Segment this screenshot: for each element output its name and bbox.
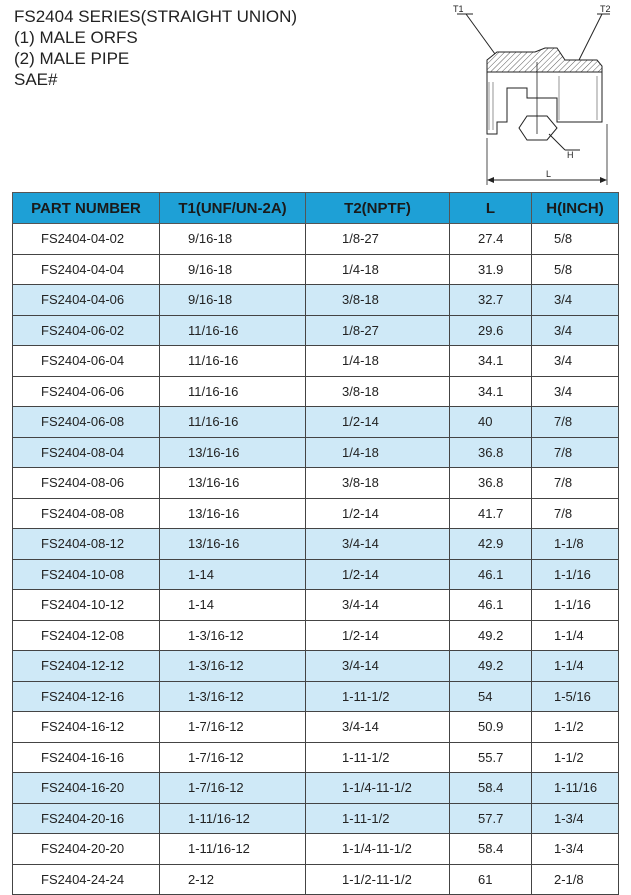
h-cell: 7/8 xyxy=(532,407,619,438)
l-cell: 50.9 xyxy=(450,712,532,743)
part-number-cell: FS2404-08-06 xyxy=(13,468,160,499)
t1-cell: 2-12 xyxy=(160,864,306,895)
l-cell: 29.6 xyxy=(450,315,532,346)
l-cell: 36.8 xyxy=(450,437,532,468)
part-number-cell: FS2404-20-20 xyxy=(13,834,160,865)
end-type-2: (2) MALE PIPE xyxy=(14,49,130,68)
t1-label: T1 xyxy=(453,4,464,14)
part-number-cell: FS2404-04-02 xyxy=(13,224,160,255)
table-row xyxy=(13,742,619,773)
part-number-cell: FS2404-08-12 xyxy=(13,529,160,560)
table-row xyxy=(13,498,619,529)
table-row xyxy=(13,773,619,804)
t1-cell: 9/16-18 xyxy=(160,224,306,255)
t1-cell: 1-3/16-12 xyxy=(160,651,306,682)
h-cell: 3/4 xyxy=(532,315,619,346)
table-row xyxy=(13,620,619,651)
h-cell: 1-5/16 xyxy=(532,681,619,712)
l-cell: 40 xyxy=(450,407,532,438)
t1-cell: 9/16-18 xyxy=(160,285,306,316)
t2-cell: 1/2-14 xyxy=(306,620,450,651)
table-row xyxy=(13,254,619,285)
part-number-cell: FS2404-16-12 xyxy=(13,712,160,743)
table-row xyxy=(13,468,619,499)
table-row xyxy=(13,529,619,560)
table-row xyxy=(13,315,619,346)
header-t1: T1(UNF/UN-2A) xyxy=(160,193,306,224)
part-number-cell: FS2404-12-16 xyxy=(13,681,160,712)
l-cell: 49.2 xyxy=(450,651,532,682)
t2-cell: 3/4-14 xyxy=(306,712,450,743)
t1-cell: 13/16-16 xyxy=(160,498,306,529)
part-number-cell: FS2404-06-06 xyxy=(13,376,160,407)
t2-cell: 1/2-14 xyxy=(306,559,450,590)
table-row xyxy=(13,224,619,255)
l-cell: 54 xyxy=(450,681,532,712)
t1-cell: 13/16-16 xyxy=(160,529,306,560)
t2-cell: 3/8-18 xyxy=(306,468,450,499)
table-row xyxy=(13,437,619,468)
t2-cell: 1/4-18 xyxy=(306,437,450,468)
t1-cell: 11/16-16 xyxy=(160,407,306,438)
h-label: H xyxy=(567,150,574,160)
h-cell: 5/8 xyxy=(532,224,619,255)
h-cell: 1-1/8 xyxy=(532,529,619,560)
h-cell: 5/8 xyxy=(532,254,619,285)
l-cell: 42.9 xyxy=(450,529,532,560)
h-cell: 1-3/4 xyxy=(532,803,619,834)
table-row xyxy=(13,681,619,712)
l-cell: 31.9 xyxy=(450,254,532,285)
h-cell: 7/8 xyxy=(532,437,619,468)
part-number-cell: FS2404-04-04 xyxy=(13,254,160,285)
part-number-cell: FS2404-16-16 xyxy=(13,742,160,773)
table-row xyxy=(13,651,619,682)
table-row xyxy=(13,346,619,377)
t2-cell: 1-1/4-11-1/2 xyxy=(306,773,450,804)
l-cell: 58.4 xyxy=(450,834,532,865)
l-cell: 61 xyxy=(450,864,532,895)
part-number-cell: FS2404-12-08 xyxy=(13,620,160,651)
t2-cell: 1/4-18 xyxy=(306,346,450,377)
table-row xyxy=(13,376,619,407)
h-cell: 1-1/2 xyxy=(532,712,619,743)
t1-cell: 1-7/16-12 xyxy=(160,742,306,773)
part-number-cell: FS2404-10-08 xyxy=(13,559,160,590)
t2-cell: 3/8-18 xyxy=(306,376,450,407)
l-cell: 36.8 xyxy=(450,468,532,499)
t2-label: T2 xyxy=(600,4,611,14)
header-part-number: PART NUMBER xyxy=(13,193,160,224)
h-cell: 1-1/16 xyxy=(532,590,619,621)
h-cell: 3/4 xyxy=(532,346,619,377)
table-row xyxy=(13,590,619,621)
l-cell: 32.7 xyxy=(450,285,532,316)
l-cell: 46.1 xyxy=(450,590,532,621)
part-number-cell: FS2404-20-16 xyxy=(13,803,160,834)
h-cell: 1-1/16 xyxy=(532,559,619,590)
series-title: FS2404 SERIES(STRAIGHT UNION) xyxy=(14,7,298,26)
t1-cell: 11/16-16 xyxy=(160,315,306,346)
end-type-1: (1) MALE ORFS xyxy=(14,28,138,47)
table-row xyxy=(13,285,619,316)
t1-cell: 1-14 xyxy=(160,559,306,590)
t2-cell: 3/4-14 xyxy=(306,529,450,560)
t1-cell: 1-11/16-12 xyxy=(160,803,306,834)
header-t2: T2(NPTF) xyxy=(306,193,450,224)
l-cell: 27.4 xyxy=(450,224,532,255)
t2-cell: 1/2-14 xyxy=(306,407,450,438)
header-l: L xyxy=(450,193,532,224)
l-cell: 49.2 xyxy=(450,620,532,651)
h-cell: 1-11/16 xyxy=(532,773,619,804)
table-row xyxy=(13,407,619,438)
t2-cell: 1-11-1/2 xyxy=(306,803,450,834)
t2-cell: 1/4-18 xyxy=(306,254,450,285)
l-cell: 34.1 xyxy=(450,346,532,377)
sae-label: SAE# xyxy=(14,70,58,89)
l-cell: 46.1 xyxy=(450,559,532,590)
part-number-cell: FS2404-06-02 xyxy=(13,315,160,346)
h-cell: 7/8 xyxy=(532,498,619,529)
l-cell: 55.7 xyxy=(450,742,532,773)
part-number-cell: FS2404-08-04 xyxy=(13,437,160,468)
t2-cell: 1/2-14 xyxy=(306,498,450,529)
t1-cell: 1-3/16-12 xyxy=(160,620,306,651)
part-number-cell: FS2404-08-08 xyxy=(13,498,160,529)
t1-cell: 9/16-18 xyxy=(160,254,306,285)
t1-cell: 13/16-16 xyxy=(160,437,306,468)
l-label: L xyxy=(546,169,552,179)
part-number-cell: FS2404-12-12 xyxy=(13,651,160,682)
h-cell: 1-1/2 xyxy=(532,742,619,773)
l-cell: 57.7 xyxy=(450,803,532,834)
part-number-cell: FS2404-06-08 xyxy=(13,407,160,438)
t1-cell: 11/16-16 xyxy=(160,376,306,407)
part-number-cell: FS2404-10-12 xyxy=(13,590,160,621)
t1-cell: 1-14 xyxy=(160,590,306,621)
t1-cell: 13/16-16 xyxy=(160,468,306,499)
part-number-cell: FS2404-04-06 xyxy=(13,285,160,316)
t1-cell: 11/16-16 xyxy=(160,346,306,377)
document-header xyxy=(14,6,297,90)
t1-cell: 1-3/16-12 xyxy=(160,681,306,712)
specification-table xyxy=(12,192,619,895)
table-row xyxy=(13,834,619,865)
table-header-row xyxy=(13,193,619,224)
part-number-cell: FS2404-06-04 xyxy=(13,346,160,377)
fitting-diagram xyxy=(447,2,625,188)
t2-cell: 1-11-1/2 xyxy=(306,681,450,712)
t2-cell: 1/8-27 xyxy=(306,315,450,346)
t1-cell: 1-7/16-12 xyxy=(160,712,306,743)
h-cell: 1-1/4 xyxy=(532,620,619,651)
t1-cell: 1-11/16-12 xyxy=(160,834,306,865)
t2-cell: 3/4-14 xyxy=(306,651,450,682)
h-cell: 7/8 xyxy=(532,468,619,499)
header-h: H(INCH) xyxy=(532,193,619,224)
h-cell: 1-3/4 xyxy=(532,834,619,865)
l-cell: 58.4 xyxy=(450,773,532,804)
h-cell: 1-1/4 xyxy=(532,651,619,682)
table-row xyxy=(13,712,619,743)
h-cell: 2-1/8 xyxy=(532,864,619,895)
h-cell: 3/4 xyxy=(532,285,619,316)
t1-cell: 1-7/16-12 xyxy=(160,773,306,804)
h-cell: 3/4 xyxy=(532,376,619,407)
t2-cell: 3/8-18 xyxy=(306,285,450,316)
t2-cell: 3/4-14 xyxy=(306,590,450,621)
table-row xyxy=(13,559,619,590)
t2-cell: 1-1/2-11-1/2 xyxy=(306,864,450,895)
table-row xyxy=(13,864,619,895)
table-body xyxy=(13,224,619,895)
l-cell: 34.1 xyxy=(450,376,532,407)
table-row xyxy=(13,803,619,834)
part-number-cell: FS2404-16-20 xyxy=(13,773,160,804)
part-number-cell: FS2404-24-24 xyxy=(13,864,160,895)
t2-cell: 1-1/4-11-1/2 xyxy=(306,834,450,865)
t2-cell: 1-11-1/2 xyxy=(306,742,450,773)
t2-cell: 1/8-27 xyxy=(306,224,450,255)
l-cell: 41.7 xyxy=(450,498,532,529)
